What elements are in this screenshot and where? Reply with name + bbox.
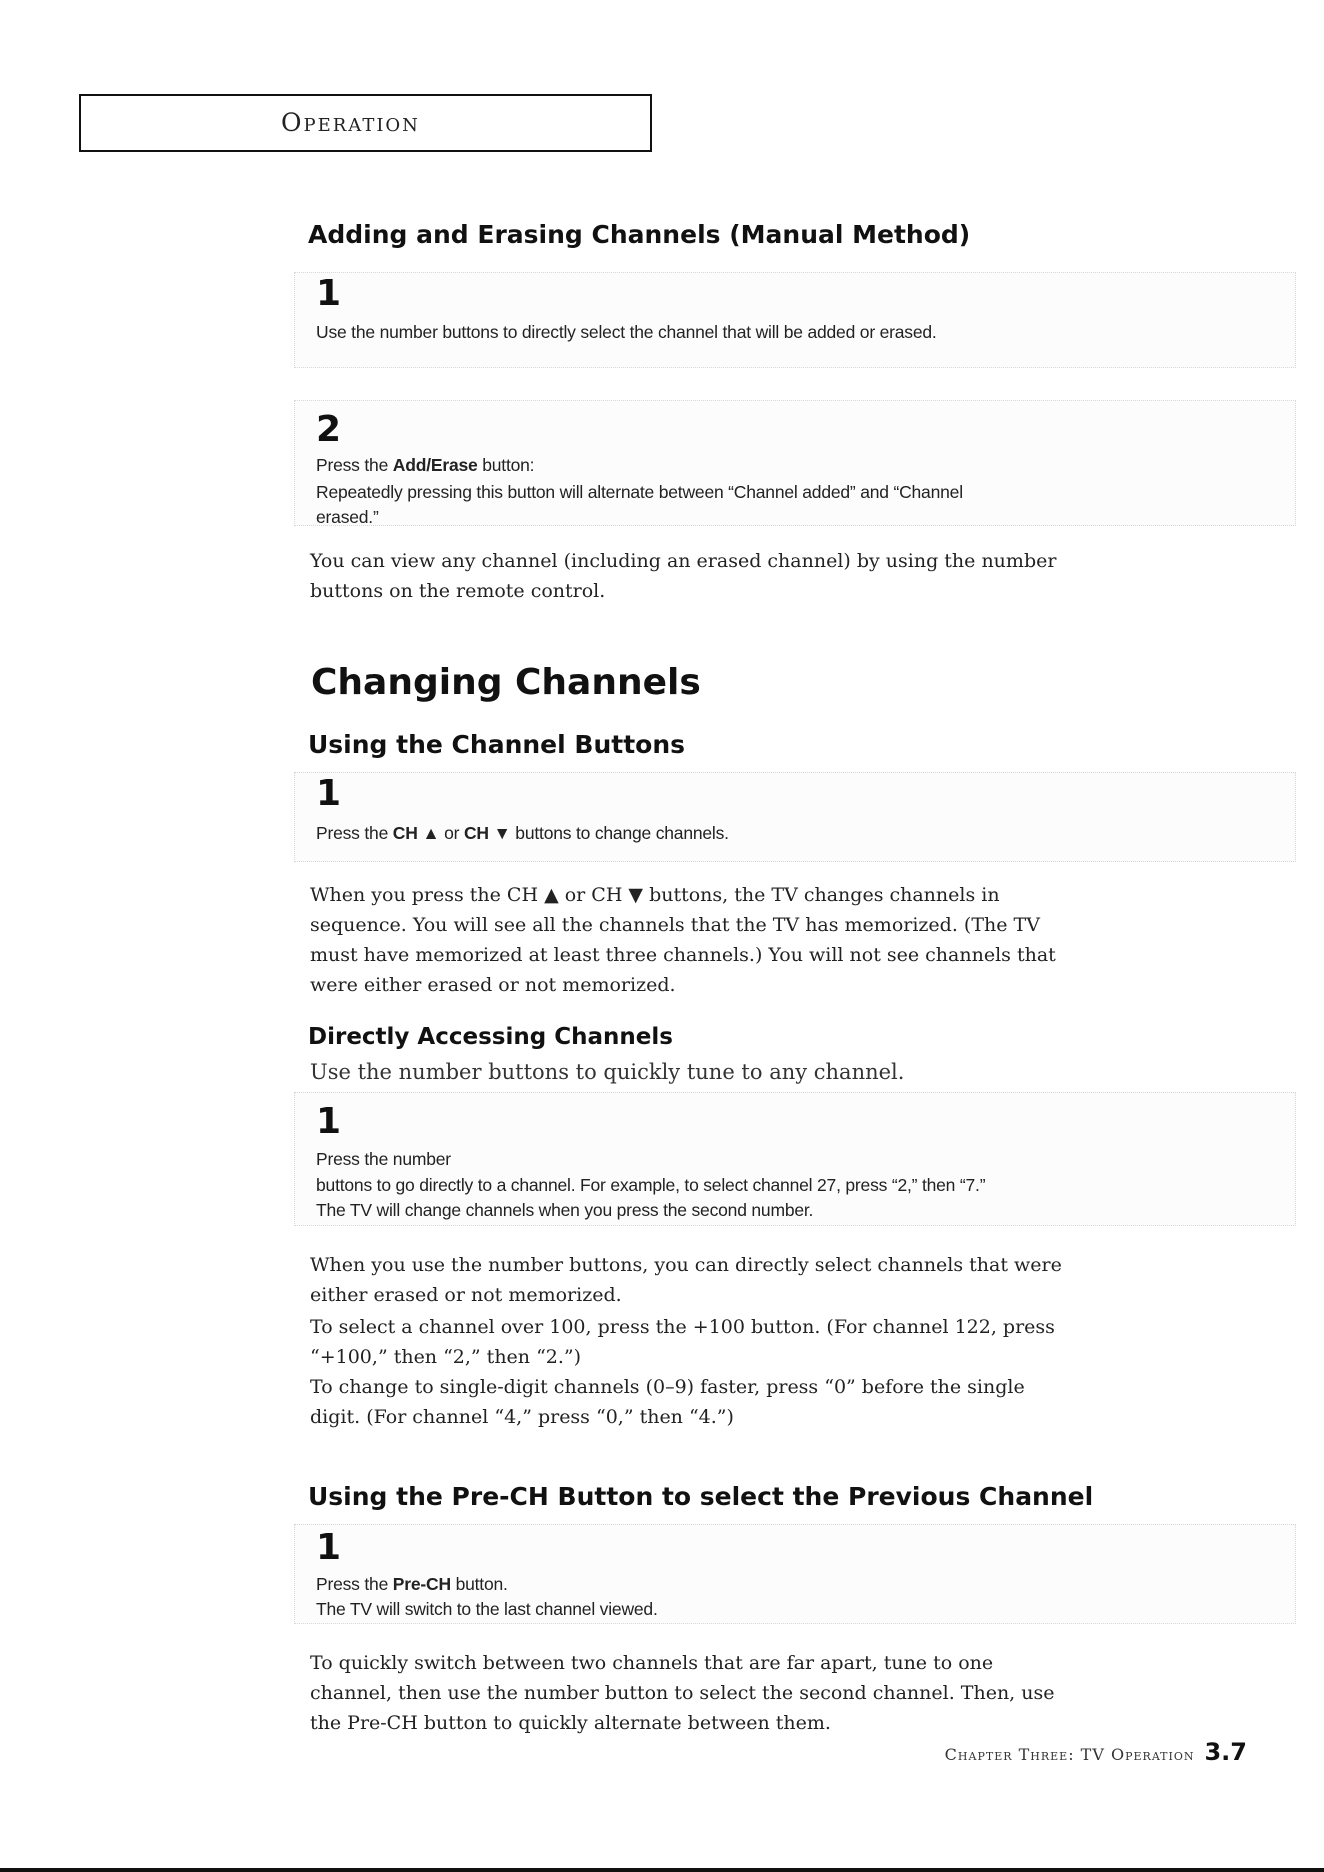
step-box-adding-1 — [294, 272, 1296, 368]
step-text — [316, 821, 1285, 846]
step-text-suffix: buttons to change channels. — [510, 823, 729, 843]
bottom-rule — [0, 1868, 1324, 1872]
section-header-box — [79, 94, 652, 152]
heading-adding-erasing: Adding and Erasing Channels (Manual Method) — [308, 220, 971, 249]
footer-chapter: Chapter Three: TV Operation — [944, 1745, 1195, 1764]
pre-ch-button-label: Pre-CH — [392, 1574, 451, 1594]
step-number: 1 — [316, 1101, 342, 1142]
step-text-prefix: Press the — [316, 1574, 393, 1594]
heading-directly-accessing: Directly Accessing Channels — [308, 1024, 673, 1050]
step-box-prech-1 — [294, 1524, 1296, 1624]
step-number: 2 — [316, 409, 342, 450]
step-box-direct-1 — [294, 1092, 1296, 1226]
step-text-or: or — [439, 823, 464, 843]
ch-down-button-label: CH ▼ — [463, 823, 511, 843]
step-number: 1 — [316, 273, 342, 314]
paragraph-pre-ch: To quickly switch between two channels that are far apart, tune to one channel, then use the number button to select the second channel. Then, use the Pre-CH button to quickly alternate between them. — [310, 1652, 1055, 1734]
paragraph-channel-buttons: When you press the CH ▲ or CH ▼ buttons, the TV changes channels in sequence. You will see all the channels that the TV has memorized. (The TV must have memorized at least three channels.) You will not see channels that were either erased or not memorized. — [310, 884, 1056, 996]
step-text-line1 — [316, 453, 1285, 478]
heading-pre-ch: Using the Pre-CH Button to select the Previous Channel — [308, 1482, 1094, 1511]
footer-page-number: 3.7 — [1204, 1738, 1247, 1766]
step-text-suffix: button. — [450, 1574, 508, 1594]
step-text-line2: The TV will switch to the last channel viewed. — [316, 1599, 658, 1619]
step-text-prefix: Press the — [316, 823, 393, 843]
paragraph-direct-2: To select a channel over 100, press the +100 button. (For channel 122, press “+100,” then “2,” then “2.”) — [310, 1316, 1055, 1368]
step-text: Use the number buttons to directly select the channel that will be added or erased. — [316, 322, 937, 342]
step-text-line2: Repeatedly pressing this button will alternate between “Channel added” and “Channel erased.” — [316, 482, 963, 527]
step-text-suffix: button: — [477, 455, 535, 475]
step-text-prefix: Press the — [316, 455, 393, 475]
paragraph-direct-3: To change to single-digit channels (0–9) faster, press “0” before the single digit. (For channel “4,” press “0,” then “4.”) — [310, 1376, 1025, 1428]
paragraph-direct-1: When you use the number buttons, you can directly select channels that were either erased or not memorized. — [310, 1254, 1062, 1306]
section-header-title: Operation — [281, 108, 420, 137]
step-box-adding-2 — [294, 400, 1296, 526]
heading-changing-channels: Changing Channels — [311, 662, 701, 703]
add-erase-button-label: Add/Erase — [392, 455, 478, 475]
step-number: 1 — [316, 1527, 342, 1568]
paragraph-adding-note: You can view any channel (including an erased channel) by using the number buttons on the remote control. — [310, 550, 1057, 602]
heading-using-channel-buttons: Using the Channel Buttons — [308, 730, 686, 759]
step-number: 1 — [316, 773, 342, 814]
page-footer — [945, 1738, 1247, 1766]
ch-up-button-label: CH ▲ — [392, 823, 440, 843]
step-text-line1 — [316, 1572, 1285, 1597]
step-box-channel-buttons-1 — [294, 772, 1296, 862]
intro-directly-accessing: Use the number buttons to quickly tune to any channel. — [310, 1060, 905, 1084]
step-text-line1: Press the number — [316, 1149, 451, 1169]
step-text-line2: buttons to go directly to a channel. For example, to select channel 27, press “2,” then “7.” The TV will change channels when you press the second number. — [316, 1175, 986, 1220]
